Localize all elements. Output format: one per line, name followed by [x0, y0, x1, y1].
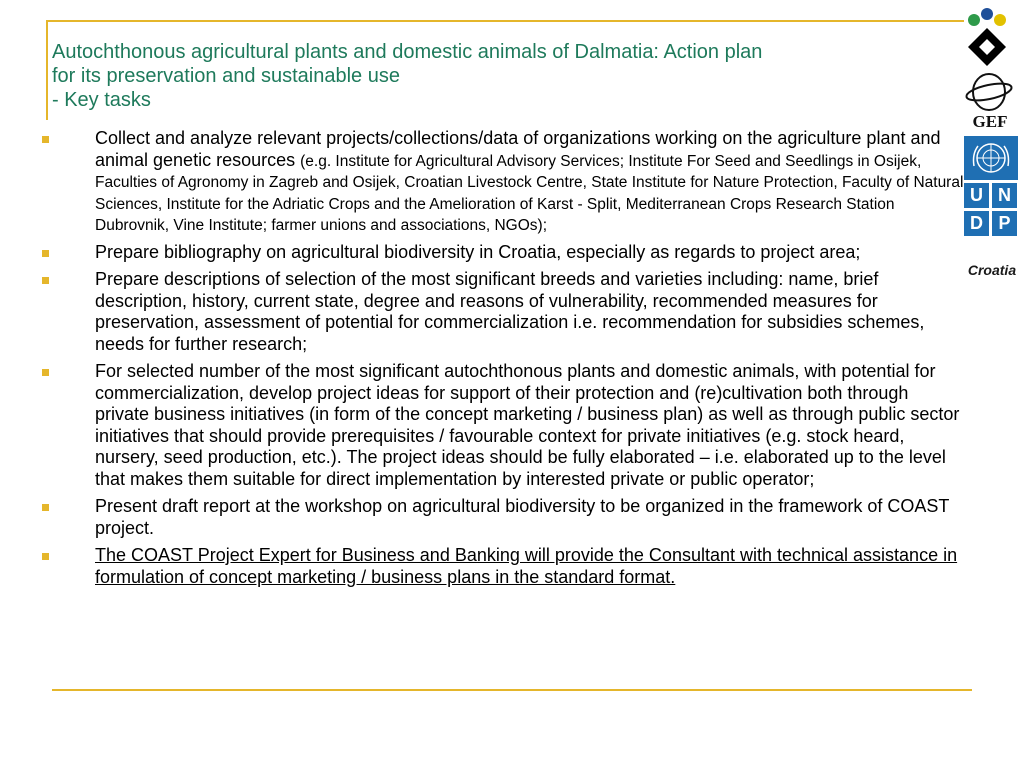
un-globe-icon: [964, 136, 1018, 180]
gef-logo-text: GEF: [972, 112, 1008, 131]
title-line-2: for its preservation and sustainable use: [52, 65, 400, 87]
bullet-text: Prepare bibliography on agricultural biodiversity in Croatia, especially as regards to project area;: [95, 241, 861, 262]
partner-logo-icon: [962, 4, 1012, 68]
title-line-3: - Key tasks: [52, 89, 151, 111]
bullet-marker: [42, 250, 49, 257]
gef-globe-icon: [964, 70, 1014, 114]
left-rule: [46, 20, 48, 120]
bullet-text: Present draft report at the workshop on agricultural biodiversity to be organized in the framework of COAST project.: [95, 496, 950, 538]
bullet-text: Prepare descriptions of selection of the most significant breeds and varieties including: name, brief description, history, current state, degree and reasons of vulnerability, recommended measures for preservation, assessment of potential for commercialization i.e. recommendation for subsidies schemes, needs for further research;: [95, 269, 925, 354]
bullet-text: For selected number of the most significant autochthonous plants and domestic animals, with potential for commercialization, develop project ideas for support of their protection and (re)cultivation both through private business initiatives (in form of the concept marketing / business plan) as well as through public sector initiatives that should provide prerequisites / favourable context for private initiatives (e.g. stock heard, nursery, seed production, etc.). The project ideas should be fully elaborated – i.e. elaborated up to the level that makes them suitable for direct implementation by interested private or public operator;: [95, 361, 960, 489]
bullet-marker: [42, 277, 49, 284]
bullet-text: Collect and analyze relevant projects/collections/data of organizations working on the agriculture plant and animal genetic resources: [95, 128, 941, 170]
undp-letter-d: D: [964, 211, 989, 236]
un-emblem-icon: [964, 136, 1018, 180]
undp-letter-u: U: [964, 183, 989, 208]
list-item: [40, 128, 965, 236]
list-item: [40, 496, 965, 539]
bullet-marker: [42, 504, 49, 511]
list-item: [40, 361, 965, 490]
top-rule: [46, 20, 964, 22]
undp-country-label: Croatia: [967, 262, 1017, 278]
undp-letter-p: P: [992, 211, 1017, 236]
list-item: [40, 242, 965, 264]
bullet-detail: (e.g. Institute for Agricultural Advisory Services; Institute For Seed and Seedlings in Osijek, Faculties of Agronomy in Zagreb and Osijek, Croatian Livestock Centre, State Institute for Nature Protection, Faculty of Natural Sciences, Institute for the Adriatic Crops and the Amelioration of Karst - Split, Mediterranean Crops Research Station Dubrovnik, Vine Institute; farmer unions and associations, NGOs);: [95, 152, 964, 234]
slide-title: [52, 40, 962, 112]
list-item: [40, 545, 965, 588]
list-item: [40, 269, 965, 355]
undp-letter-n: N: [992, 183, 1017, 208]
bottom-rule: [52, 689, 972, 691]
bullet-marker: [42, 136, 49, 143]
bullet-marker: [42, 553, 49, 560]
undp-logo: [964, 136, 1018, 239]
bullet-marker: [42, 369, 49, 376]
bullet-text: The COAST Project Expert for Business and Banking will provide the Consultant with technical assistance in formulation of concept marketing / business plans in the standard format.: [95, 545, 958, 587]
key-tasks-list: [40, 128, 965, 594]
title-line-1: Autochthonous agricultural plants and domestic animals of Dalmatia: Action plan: [52, 41, 763, 63]
